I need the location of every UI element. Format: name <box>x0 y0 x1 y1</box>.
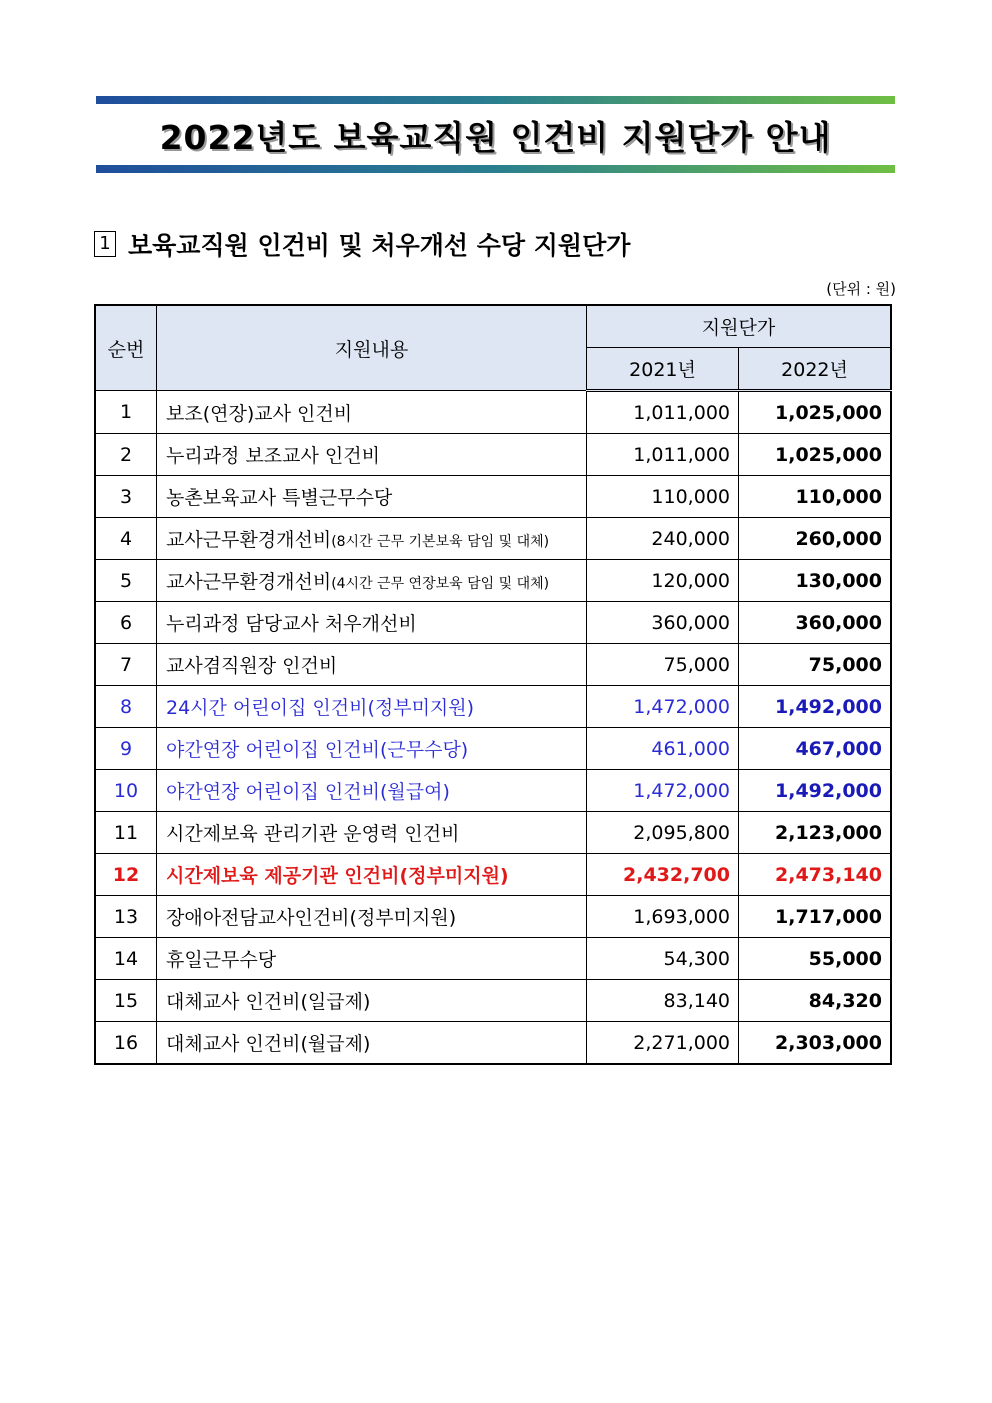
unit-note: (단위 : 원) <box>826 280 896 298</box>
row-desc-text: 누리과정 보조교사 인건비 <box>166 445 380 467</box>
row-desc-note: (8시간 근무 기본보육 담임 및 대체) <box>331 534 550 550</box>
row-value-2022: 1,025,000 <box>739 434 892 476</box>
table-row <box>95 812 891 854</box>
row-description <box>157 560 587 602</box>
row-value-2021: 240,000 <box>587 518 739 560</box>
row-description <box>157 686 587 728</box>
row-description <box>157 644 587 686</box>
row-value-2022: 1,492,000 <box>739 770 892 812</box>
row-number: 14 <box>95 938 157 980</box>
row-description <box>157 434 587 476</box>
table-row <box>95 686 891 728</box>
row-description <box>157 391 587 434</box>
row-desc-text: 대체교사 인건비(월급제) <box>166 1033 371 1055</box>
page-title: 2022년도 보육교직원 인건비 지원단가 안내 <box>159 118 832 157</box>
row-value-2022: 55,000 <box>739 938 892 980</box>
row-desc-text: 야간연장 어린이집 인건비(월급여) <box>166 781 450 803</box>
row-value-2021: 54,300 <box>587 938 739 980</box>
row-value-2022: 260,000 <box>739 518 892 560</box>
row-number: 12 <box>95 854 157 896</box>
row-value-2022: 2,303,000 <box>739 1022 892 1065</box>
table-row <box>95 560 891 602</box>
row-value-2022: 1,717,000 <box>739 896 892 938</box>
section-title: 보육교직원 인건비 및 처우개선 수당 지원단가 <box>128 231 631 260</box>
row-number: 5 <box>95 560 157 602</box>
row-desc-text: 24시간 어린이집 인건비(정부미지원) <box>166 697 475 719</box>
row-value-2021: 110,000 <box>587 476 739 518</box>
table-row <box>95 728 891 770</box>
row-desc-text: 보조(연장)교사 인건비 <box>166 402 353 425</box>
row-value-2021: 2,432,700 <box>587 854 739 896</box>
row-desc-text: 교사근무환경개선비 <box>166 571 332 593</box>
row-desc-text: 누리과정 담당교사 처우개선비 <box>166 613 417 635</box>
row-value-2021: 461,000 <box>587 728 739 770</box>
table-row <box>95 434 891 476</box>
row-value-2022: 75,000 <box>739 644 892 686</box>
table-row <box>95 391 891 434</box>
title-bar-top <box>96 96 895 104</box>
row-value-2021: 1,693,000 <box>587 896 739 938</box>
row-value-2022: 360,000 <box>739 602 892 644</box>
table-row <box>95 938 891 980</box>
section-number-box: 1 <box>94 231 116 257</box>
row-number: 7 <box>95 644 157 686</box>
row-value-2022: 1,492,000 <box>739 686 892 728</box>
row-desc-text: 농촌보육교사 특별근무수당 <box>166 487 393 509</box>
row-value-2021: 120,000 <box>587 560 739 602</box>
row-number: 3 <box>95 476 157 518</box>
header-2022: 2022년 <box>739 348 892 391</box>
row-number: 13 <box>95 896 157 938</box>
row-description <box>157 476 587 518</box>
row-value-2022: 130,000 <box>739 560 892 602</box>
table-row <box>95 644 891 686</box>
row-number: 11 <box>95 812 157 854</box>
header-no: 순번 <box>95 305 157 391</box>
row-value-2021: 83,140 <box>587 980 739 1022</box>
section-heading <box>94 226 630 262</box>
table-row <box>95 1022 891 1065</box>
table-row <box>95 896 891 938</box>
row-number: 10 <box>95 770 157 812</box>
row-number: 15 <box>95 980 157 1022</box>
table-row <box>95 770 891 812</box>
row-desc-text: 대체교사 인건비(일급제) <box>166 991 371 1013</box>
row-value-2021: 1,472,000 <box>587 686 739 728</box>
row-desc-text: 교사근무환경개선비 <box>166 529 332 551</box>
row-value-2021: 1,472,000 <box>587 770 739 812</box>
row-description <box>157 602 587 644</box>
row-description <box>157 1022 587 1065</box>
row-description <box>157 980 587 1022</box>
row-value-2022: 467,000 <box>739 728 892 770</box>
header-2021: 2021년 <box>587 348 739 391</box>
row-number: 6 <box>95 602 157 644</box>
table-row <box>95 602 891 644</box>
row-value-2022: 110,000 <box>739 476 892 518</box>
row-number: 16 <box>95 1022 157 1065</box>
title-bar-bottom <box>96 165 895 173</box>
row-value-2022: 2,473,140 <box>739 854 892 896</box>
row-description <box>157 896 587 938</box>
row-value-2022: 1,025,000 <box>739 391 892 434</box>
row-value-2021: 2,095,800 <box>587 812 739 854</box>
row-desc-text: 시간제보육 제공기관 인건비(정부미지원) <box>166 865 509 887</box>
header-price: 지원단가 <box>587 305 892 348</box>
row-description <box>157 854 587 896</box>
row-desc-text: 장애아전담교사인건비(정부미지원) <box>166 907 457 929</box>
row-desc-note: (4시간 근무 연장보육 담임 및 대체) <box>331 576 550 592</box>
row-number: 1 <box>95 391 157 434</box>
row-desc-text: 시간제보육 관리기관 운영력 인건비 <box>166 823 460 845</box>
table-row <box>95 476 891 518</box>
row-number: 2 <box>95 434 157 476</box>
row-number: 9 <box>95 728 157 770</box>
row-value-2022: 2,123,000 <box>739 812 892 854</box>
row-desc-text: 교사겸직원장 인건비 <box>166 655 338 677</box>
row-description <box>157 728 587 770</box>
row-value-2021: 1,011,000 <box>587 391 739 434</box>
row-value-2021: 2,271,000 <box>587 1022 739 1065</box>
row-value-2021: 75,000 <box>587 644 739 686</box>
support-rate-table <box>94 304 892 1065</box>
table-row <box>95 854 891 896</box>
row-desc-text: 휴일근무수당 <box>166 949 277 971</box>
row-desc-text: 야간연장 어린이집 인건비(근무수당) <box>166 739 469 761</box>
row-description <box>157 938 587 980</box>
row-value-2021: 360,000 <box>587 602 739 644</box>
row-description <box>157 518 587 560</box>
title-banner <box>96 96 895 173</box>
row-value-2021: 1,011,000 <box>587 434 739 476</box>
row-description <box>157 812 587 854</box>
row-number: 4 <box>95 518 157 560</box>
row-description <box>157 770 587 812</box>
header-desc: 지원내용 <box>157 305 587 391</box>
table-row <box>95 980 891 1022</box>
row-number: 8 <box>95 686 157 728</box>
row-value-2022: 84,320 <box>739 980 892 1022</box>
table-row <box>95 518 891 560</box>
